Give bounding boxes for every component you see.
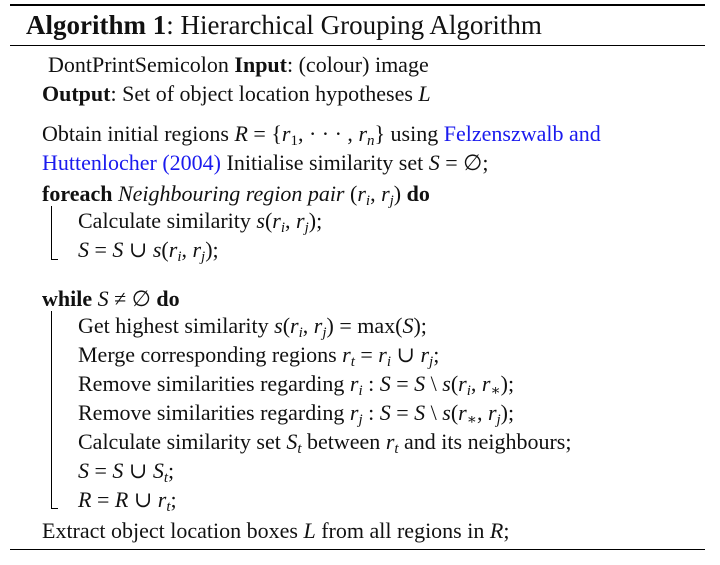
while-body-5-text-a: Calculate similarity set [78, 429, 287, 454]
input-value: : (colour) image [286, 52, 429, 77]
while-body-7: R = R ∪ $r_t$; [78, 487, 177, 515]
while-line: while S ≠ ∅ do [42, 286, 180, 311]
foreach-block-tick [51, 259, 58, 260]
while-body-5-text-b: between [301, 429, 386, 454]
while-keyword: while [42, 286, 93, 311]
while-body-5-text-c: and its neighbours; [398, 429, 572, 454]
citation-link[interactable]: Felzenszwalb and [443, 121, 601, 146]
init-similarity-text: Initialise similarity set [221, 150, 429, 175]
algorithm-title [26, 8, 542, 42]
foreach-body-text: Calculate similarity [78, 208, 257, 233]
top-rule [10, 4, 705, 6]
while-body-2-text: Merge corresponding regions [78, 342, 343, 367]
while-body-1-text: Get highest similarity [78, 313, 275, 338]
title-separator: : [166, 10, 174, 40]
foreach-body-2: S = S ∪ $s(r_i$, $r_j$); [78, 237, 219, 265]
dont-print-semicolon: DontPrintSemicolon [48, 52, 229, 77]
init-line-2: Huttenlocher (2004) Initialise similarity set S = ∅; [42, 150, 489, 175]
output-label: Output [42, 81, 111, 106]
while-body-4-text: Remove similarities regarding [78, 400, 350, 425]
final-line: Extract object location boxes L from all regions in R; [42, 518, 510, 543]
while-body-4: Remove similarities regarding $r_j$ : S = S \ $s(r_∗$, $r_j$); [78, 400, 515, 428]
foreach-do: do [406, 181, 430, 206]
foreach-keyword: foreach [42, 181, 113, 206]
foreach-block-bar [51, 206, 52, 260]
while-block-tick [51, 508, 58, 509]
foreach-line: foreach Neighbouring region pair ($r_i$, $r_j$) do [42, 181, 430, 209]
while-body-6: S = S ∪ $S_t$; [78, 458, 175, 486]
foreach-body-1: Calculate similarity $s(r_i$, $r_j$); [78, 208, 323, 236]
input-label: Input [234, 52, 287, 77]
output-line: Output: Set of object location hypotheses L [42, 81, 431, 106]
while-body-2: Merge corresponding regions $r_t = r_i$ ∪ $r_j$; [78, 342, 440, 370]
title-rule [10, 45, 705, 46]
while-body-5: Calculate similarity set $S_t$ between $r_t$ and its neighbours; [78, 429, 572, 457]
algorithm-label: Algorithm 1 [26, 10, 167, 40]
final-text-a: Extract object location boxes [42, 518, 304, 543]
foreach-condition: Neighbouring region pair [117, 181, 345, 206]
init-line-1: Obtain initial regions $R = \{r_1$, · · · , $r_n$} using Felzenszwalb and [42, 121, 601, 149]
final-text-b: from all regions in [315, 518, 490, 543]
while-block-bar [51, 311, 52, 509]
while-do: do [156, 286, 180, 311]
while-body-3: Remove similarities regarding $r_i$ : S = S \ $s(r_i$, $r_∗$); [78, 371, 515, 399]
bottom-rule [10, 549, 705, 550]
init-text: Obtain initial regions [42, 121, 235, 146]
output-value: : Set of object location hypotheses [110, 81, 419, 106]
algorithm-name: Hierarchical Grouping Algorithm [180, 10, 542, 40]
while-body-3-text: Remove similarities regarding [78, 371, 350, 396]
citation-link-cont[interactable]: Huttenlocher (2004) [42, 150, 221, 175]
while-body-1: Get highest similarity $s(r_i$, $r_j) = \max(S)$; [78, 313, 427, 341]
input-line [48, 51, 429, 79]
